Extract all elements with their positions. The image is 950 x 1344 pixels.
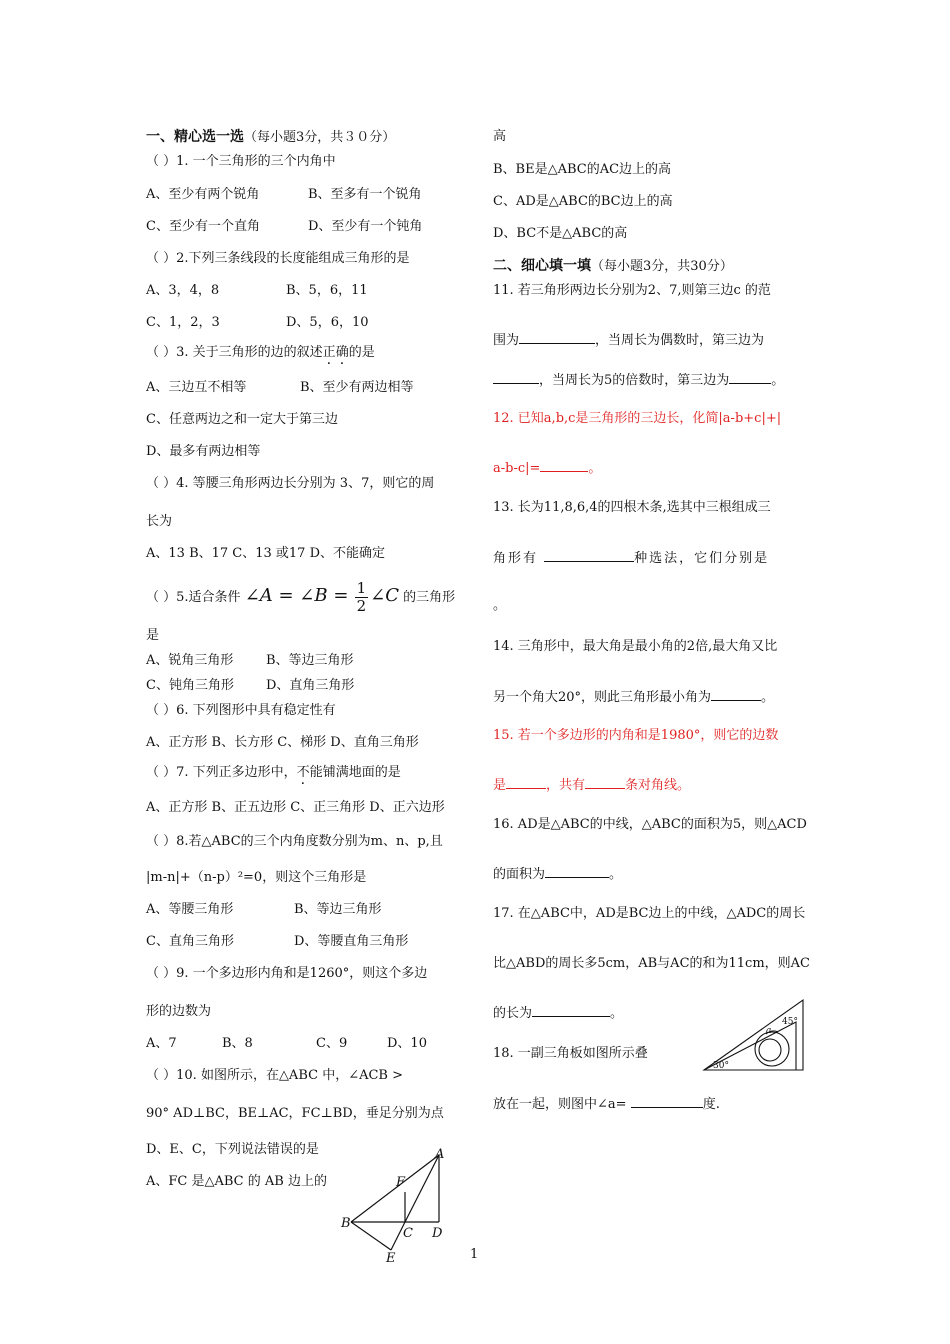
q15-line2 bbox=[493, 776, 690, 795]
q5-option-a: A、锐角三角形 bbox=[146, 653, 234, 668]
section2-heading bbox=[493, 257, 733, 276]
triangle-45 bbox=[704, 1000, 803, 1070]
section1-title: 一、精心选一选 bbox=[146, 129, 244, 145]
q17-line2: 比△ABD的周长多5cm，AB与AC的和为11cm，则AC bbox=[493, 956, 811, 971]
q1-option-d: D、至少有一个钝角 bbox=[308, 219, 423, 234]
q4-options: A、13 B、17 C、13 或17 D、不能确定 bbox=[146, 546, 386, 561]
q7-options: A、正方形 B、正五边形 C、正三角形 D、正六边形 bbox=[146, 800, 445, 815]
q17-line3 bbox=[493, 1004, 623, 1023]
q13-line1: 13. 长为11,8,6,4的四根木条,选其中三根组成三 bbox=[493, 500, 771, 515]
q13-text-b: 种选法，它们分别是 bbox=[634, 551, 770, 566]
q1-stem: （ ）1. 一个三角形的三个内角中 bbox=[146, 154, 336, 169]
q6-stem: （ ）6. 下列图形中具有稳定性有 bbox=[146, 703, 336, 718]
q6-options: A、正方形 B、长方形 C、梯形 D、直角三角形 bbox=[146, 735, 419, 750]
q11-text-d: 。 bbox=[771, 373, 785, 388]
q10-option-c: C、AD是△ABC的BC边上的高 bbox=[493, 194, 673, 209]
q16-text-b: 。 bbox=[609, 867, 623, 882]
label-c: C bbox=[403, 1226, 413, 1241]
q9-stem-line1: （ ）9. 一个多边形内角和是1260°，则这个多边 bbox=[146, 966, 428, 981]
section1-note: （每小题3分，共３０分） bbox=[244, 130, 396, 145]
q3-emphasis-2: 确 bbox=[335, 345, 349, 360]
section1-heading bbox=[146, 128, 395, 147]
inscribed-circle-small bbox=[759, 1039, 781, 1061]
q8-option-d: D、等腰直角三角形 bbox=[294, 934, 409, 949]
q5-fraction-numerator: 1 bbox=[356, 579, 367, 597]
label-a: A bbox=[435, 1147, 445, 1162]
q16-text-a: 的面积为 bbox=[493, 867, 546, 882]
q10-option-b: B、BE是△ABC的AC边上的高 bbox=[493, 162, 672, 177]
line-ac bbox=[405, 1155, 439, 1222]
q7-stem-pre: （ ）7. 下列正多边形中， bbox=[146, 765, 297, 780]
q16-line1: 16. AD是△ABC的中线，△ABC的面积为5，则△ACD bbox=[493, 817, 807, 832]
q8-option-b: B、等边三角形 bbox=[294, 902, 382, 917]
line-be bbox=[351, 1222, 391, 1250]
q15-line1: 15. 若一个多边形的内角和是1980°，则它的边数 bbox=[493, 728, 779, 743]
q2-option-c: C、1，2，3 bbox=[146, 315, 220, 330]
label-b: B bbox=[341, 1216, 351, 1231]
q10-option-a-continued: 高 bbox=[493, 129, 507, 144]
q3-stem bbox=[146, 344, 375, 362]
q1-option-a: A、至少有两个锐角 bbox=[146, 187, 260, 202]
q15-text-b: ，共有 bbox=[546, 778, 586, 793]
q5-fraction bbox=[355, 580, 369, 615]
q15-text-c: 条对角线。 bbox=[625, 778, 691, 793]
q5-option-d: D、直角三角形 bbox=[266, 678, 355, 693]
q10-stem-line1: （ ）10. 如图所示，在△ABC 中，∠ACB > bbox=[146, 1068, 404, 1083]
q5-option-c: C、钝角三角形 bbox=[146, 678, 234, 693]
q11-text-c: ，当周长为5的倍数时，第三边为 bbox=[539, 373, 730, 388]
q9-stem-line2: 形的边数为 bbox=[146, 1004, 212, 1019]
q2-option-b: B、5，6，11 bbox=[286, 283, 368, 298]
q18-text-b: 度. bbox=[702, 1097, 720, 1112]
q5-fraction-denominator: 2 bbox=[356, 597, 367, 615]
section2-note: （每小题3分，共30分） bbox=[591, 259, 733, 274]
q5-math-equal-angles: ∠A = ∠B = bbox=[244, 585, 349, 606]
q4-stem-line1: （ ）4. 等腰三角形两边长分别为 3、7，则它的周 bbox=[146, 476, 435, 491]
q13-text-a: 角形有 bbox=[493, 551, 539, 566]
q11-line1: 11. 若三角形两边长分别为2、7,则第三边c 的范 bbox=[493, 283, 771, 298]
q14-text-a: 另一个角大20°，则此三角形最小角为 bbox=[493, 690, 712, 705]
q3-stem-pre: （ ）3. 关于三角形的边的叙述 bbox=[146, 345, 323, 360]
q3-option-c: C、任意两边之和一定大于第三边 bbox=[146, 412, 338, 427]
q5-stem-line1 bbox=[146, 576, 455, 618]
q12-text-b: 。 bbox=[588, 461, 602, 476]
q9-option-a: A、7 bbox=[146, 1036, 177, 1051]
q7-stem bbox=[146, 764, 401, 782]
q10-stem-line2: 90° AD⊥BC，BE⊥AC，FC⊥BD，垂足分别为点 bbox=[146, 1106, 444, 1121]
q16-line2 bbox=[493, 865, 622, 884]
q5-stem-pre: （ ）5.适合条件 bbox=[146, 590, 241, 605]
q12-line2 bbox=[493, 459, 601, 478]
q11-blank-3[interactable] bbox=[729, 371, 771, 384]
q5-stem-post: 的三角形 bbox=[403, 590, 456, 605]
q11-text-b: ，当周长为偶数时，第三边为 bbox=[595, 333, 765, 348]
q11-line2 bbox=[493, 331, 764, 350]
q2-option-d: D、5，6，10 bbox=[286, 315, 369, 330]
q18-blank[interactable] bbox=[631, 1095, 703, 1108]
q4-stem-line2: 长为 bbox=[146, 514, 173, 529]
q7-emphasis: 不 bbox=[296, 765, 310, 780]
q13-line3: 。 bbox=[493, 598, 507, 613]
q18-line2 bbox=[493, 1095, 720, 1114]
q5-stem-line2: 是 bbox=[146, 628, 160, 643]
label-d: D bbox=[432, 1226, 443, 1241]
q13-line2 bbox=[493, 549, 769, 568]
label-f: F bbox=[396, 1175, 406, 1190]
q11-blank-2[interactable] bbox=[493, 371, 539, 384]
q12-line1: 12. 已知a,b,c是三角形的三边长，化简|a-b+c|+| bbox=[493, 411, 782, 426]
q9-option-c: C、9 bbox=[316, 1036, 348, 1051]
q12-text-a: a-b-c|= bbox=[493, 461, 541, 476]
q17-line1: 17. 在△ABC中，AD是BC边上的中线，△ADC的周长 bbox=[493, 906, 806, 921]
q17-blank[interactable] bbox=[532, 1004, 610, 1017]
q18-text-a: 放在一起，则图中∠a= bbox=[493, 1097, 627, 1112]
q14-text-b: 。 bbox=[761, 690, 775, 705]
q15-blank-1[interactable] bbox=[506, 776, 546, 789]
q11-line3 bbox=[493, 371, 784, 390]
q5-option-b: B、等边三角形 bbox=[266, 653, 354, 668]
q17-text-b: 。 bbox=[610, 1006, 624, 1021]
q1-option-b: B、至多有一个锐角 bbox=[308, 187, 422, 202]
label-e: E bbox=[386, 1251, 396, 1264]
q2-stem: （ ）2.下列三条线段的长度能组成三角形的是 bbox=[146, 251, 410, 266]
q3-emphasis-1: 正 bbox=[322, 345, 336, 360]
q10-option-a: A、FC 是△ABC 的 AB 边上的 bbox=[146, 1174, 327, 1189]
q10-option-d: D、BC不是△ABC的高 bbox=[493, 226, 628, 241]
q7-stem-post: 能铺满地面的是 bbox=[309, 765, 401, 780]
q18-line1: 18. 一副三角板如图所示叠 bbox=[493, 1046, 648, 1061]
q11-text-a: 围为 bbox=[493, 333, 520, 348]
q18-set-squares-figure bbox=[700, 996, 808, 1074]
q8-option-a: A、等腰三角形 bbox=[146, 902, 234, 917]
q3-option-a: A、三边互不相等 bbox=[146, 380, 247, 395]
q14-blank[interactable] bbox=[711, 688, 761, 701]
page-number: 1 bbox=[470, 1247, 479, 1262]
label-45-degrees: 45° bbox=[782, 1017, 798, 1027]
q17-text-a: 的长为 bbox=[493, 1006, 533, 1021]
q3-option-d: D、最多有两边相等 bbox=[146, 444, 261, 459]
q16-blank[interactable] bbox=[545, 865, 609, 878]
q3-stem-post: 的是 bbox=[348, 345, 375, 360]
q3-option-b: B、至少有两边相等 bbox=[300, 380, 414, 395]
q5-math-angle-c: ∠C bbox=[370, 585, 399, 606]
q2-option-a: A、3，4，8 bbox=[146, 283, 220, 298]
line-ba bbox=[351, 1155, 439, 1222]
q10-stem-line3: D、E、C，下列说法错误的是 bbox=[146, 1142, 319, 1157]
q8-stem-line2: |m-n|+（n-p）²=0，则这个三角形是 bbox=[146, 870, 367, 885]
q14-line1: 14. 三角形中，最大角是最小角的2倍,最大角又比 bbox=[493, 639, 778, 654]
q12-blank[interactable] bbox=[540, 459, 588, 472]
section2-title: 二、细心填一填 bbox=[493, 258, 591, 274]
q10-triangle-figure bbox=[335, 1142, 455, 1264]
label-30-degrees: 30° bbox=[713, 1061, 729, 1071]
q1-option-c: C、至少有一个直角 bbox=[146, 219, 260, 234]
q9-option-b: B、8 bbox=[222, 1036, 253, 1051]
q13-blank[interactable] bbox=[544, 549, 634, 562]
q15-blank-2[interactable] bbox=[585, 776, 625, 789]
q8-option-c: C、直角三角形 bbox=[146, 934, 234, 949]
q9-option-d: D、10 bbox=[387, 1036, 427, 1051]
label-angle-a: a bbox=[766, 1026, 772, 1036]
q8-stem-line1: （ ）8.若△ABC的三个内角度数分别为m、n、p,且 bbox=[146, 834, 443, 849]
q15-text-a: 是 bbox=[493, 778, 507, 793]
q11-blank-1[interactable] bbox=[519, 331, 595, 344]
q14-line2 bbox=[493, 688, 774, 707]
